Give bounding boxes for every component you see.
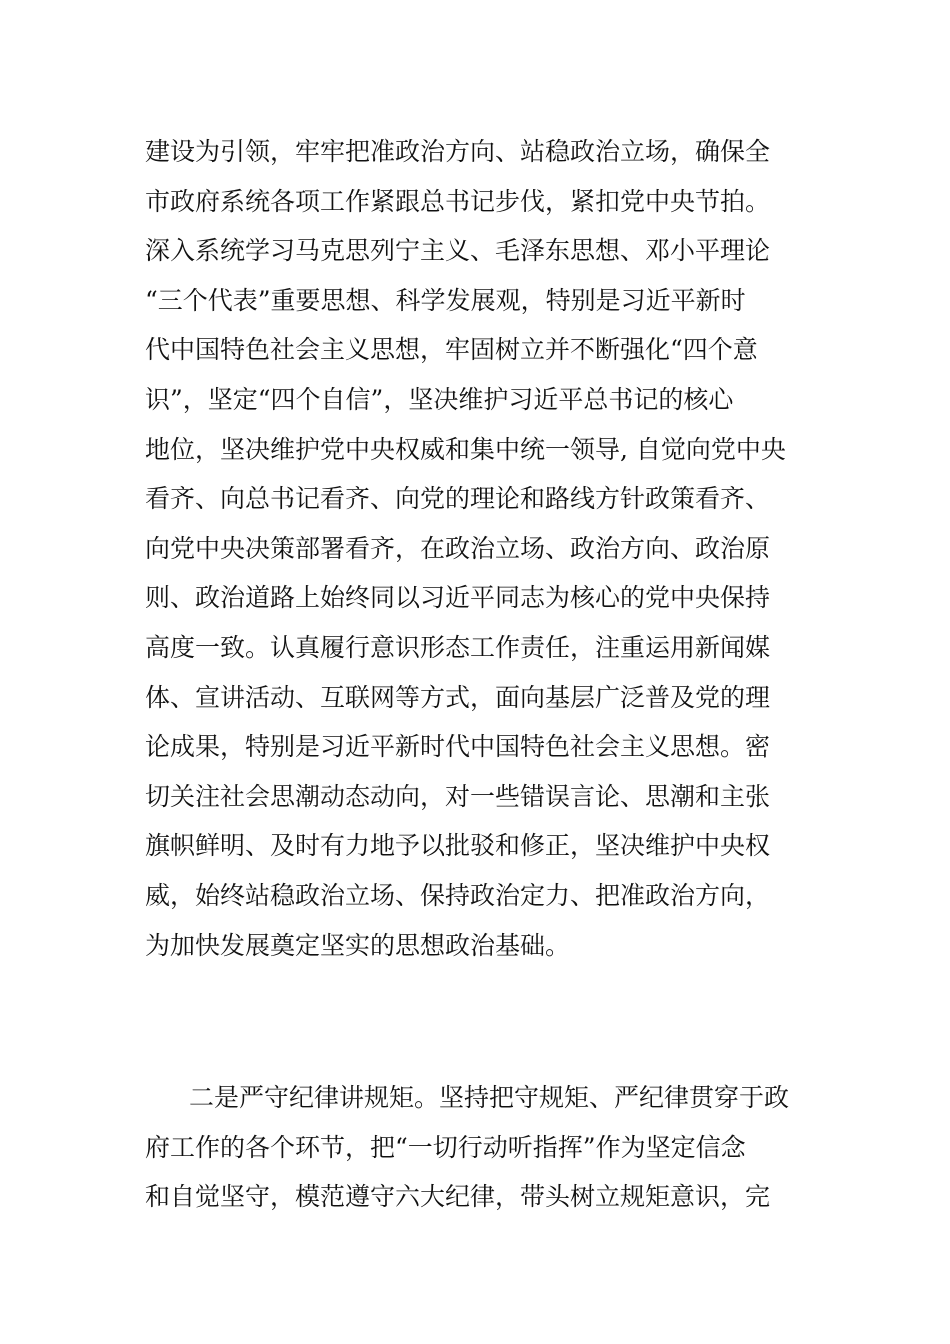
paragraph-line: 深入系统学习马克思列宁主义、毛泽东思想、邓小平理论 <box>145 236 771 266</box>
paragraph-line-indented: 二是严守纪律讲规矩。坚持把守规矩、严纪律贯穿于政 <box>189 1083 790 1112</box>
paragraph-line: 看齐、向总书记看齐、向党的理论和路线方针政策看齐、 <box>145 484 771 514</box>
paragraph-line: 威，始终站稳政治立场、保持政治定力、把准政治方向， <box>145 880 771 910</box>
paragraph-1 <box>145 127 810 970</box>
paragraph-line: “三个代表”重要思想、科学发展观，特别是习近平新时 <box>145 285 746 315</box>
paragraph-line: 则、政治道路上始终同以习近平同志为核心的党中央保持 <box>145 583 771 613</box>
paragraph-2 <box>145 1073 810 1222</box>
paragraph-line: 高度一致。认真履行意识形态工作责任，注重运用新闻媒 <box>145 632 771 662</box>
paragraph-line: 体、宣讲活动、互联网等方式，面向基层广泛普及党的理 <box>145 682 771 712</box>
paragraph-line: 向党中央决策部署看齐，在政治立场、政治方向、政治原 <box>145 533 771 563</box>
paragraph-line: 和自觉坚守，模范遵守六大纪律，带头树立规矩意识，完 <box>145 1182 771 1212</box>
paragraph-line: 市政府系统各项工作紧跟总书记步伐，紧扣党中央节拍。 <box>145 186 771 216</box>
paragraph-line: 建设为引领，牢牢把准政治方向、站稳政治立场，确保全 <box>145 137 771 166</box>
paragraph-line: 地位，坚决维护党中央权威和集中统一领导, 自觉向党中央 <box>145 434 786 464</box>
paragraph-line: 府工作的各个环节，把“一切行动听指挥”作为坚定信念 <box>145 1132 746 1162</box>
paragraph-line: 旗帜鲜明、及时有力地予以批驳和修正，坚决维护中央权 <box>145 831 771 861</box>
paragraph-line: 论成果，特别是习近平新时代中国特色社会主义思想。密 <box>145 732 771 762</box>
paragraph-line: 为加快发展奠定坚实的思想政治基础。 <box>145 930 571 960</box>
paragraph-line: 切关注社会思潮动态动向，对一些错误言论、思潮和主张 <box>145 781 771 811</box>
paragraph-line: 识”，坚定“四个自信”，坚决维护习近平总书记的核心 <box>145 384 734 414</box>
paragraph-line: 代中国特色社会主义思想，牢固树立并不断强化“四个意 <box>145 335 758 365</box>
